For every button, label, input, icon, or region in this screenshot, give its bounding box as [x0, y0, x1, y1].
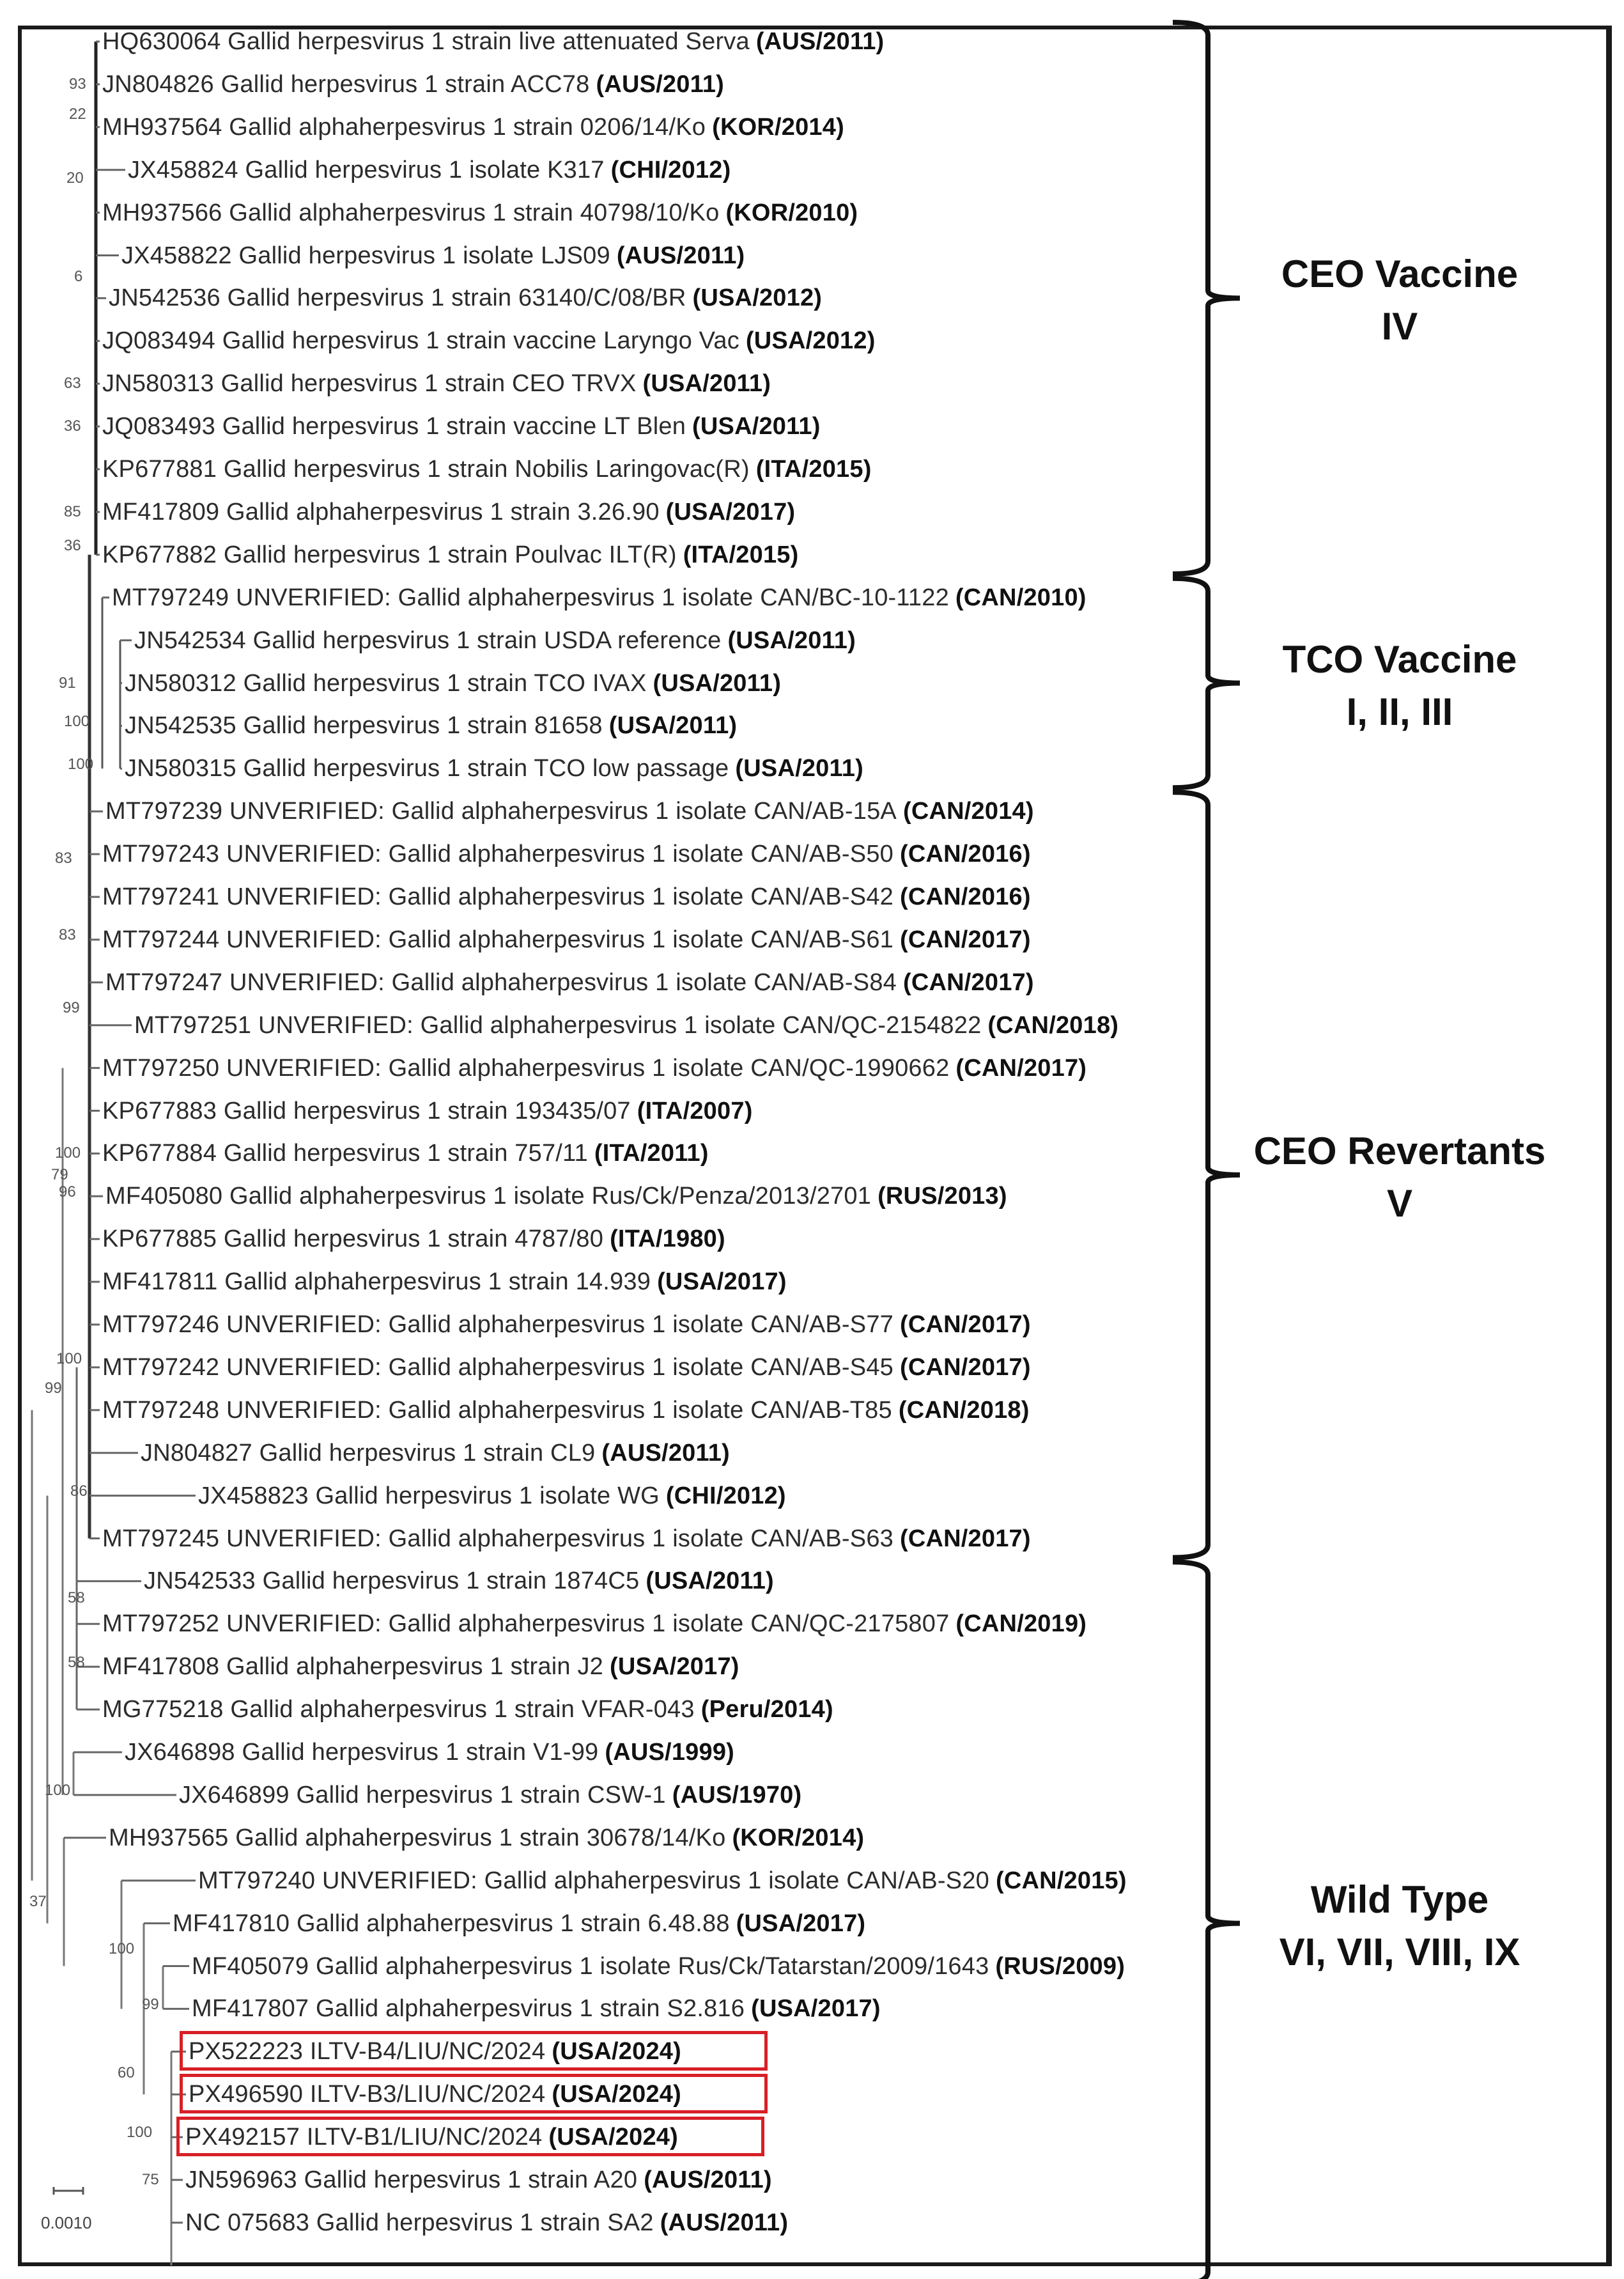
bootstrap-value: 100: [55, 1144, 81, 1162]
tip-accession-name: MF417807 Gallid alphaherpesvirus 1 strain S2.816: [192, 1995, 745, 2023]
clade-genotypes: V: [1386, 1181, 1413, 1225]
tip-origin: (AUS/1999): [605, 1739, 735, 1766]
tip-label: [192, 1995, 881, 2023]
tip-label: [109, 284, 822, 312]
tip-origin: (USA/2024): [552, 2081, 681, 2108]
tip-accession-name: MT797248 UNVERIFIED: Gallid alphaherpesvirus 1 isolate CAN/AB-T85: [102, 1396, 892, 1424]
tip-origin: (ITA/1980): [610, 1225, 725, 1253]
tip-origin: (USA/2017): [665, 498, 796, 525]
scale-bar: [52, 2186, 84, 2195]
tip-accession-name: MG775218 Gallid alphaherpesvirus 1 strain VFAR-043: [102, 1696, 695, 1723]
bootstrap-value: 58: [68, 1589, 85, 1607]
tip-origin: (CAN/2018): [987, 1011, 1119, 1039]
bootstrap-value: 100: [45, 1782, 71, 1800]
tip-label: [109, 1824, 864, 1852]
tip-accession-name: MT797251 UNVERIFIED: Gallid alphaherpesvirus 1 isolate CAN/QC-2154822: [134, 1011, 982, 1039]
tip-accession-name: JX646898 Gallid herpesvirus 1 strain V1-99: [125, 1739, 599, 1766]
tip-label: [141, 1439, 730, 1467]
tip-accession-name: JN580315 Gallid herpesvirus 1 strain TCO low passage: [125, 755, 729, 782]
bootstrap-value: 99: [45, 1380, 62, 1397]
tip-accession-name: MT797240 UNVERIFIED: Gallid alphaherpesvirus 1 isolate CAN/AB-S20: [198, 1867, 989, 1894]
tip-origin: (USA/2011): [646, 1567, 774, 1595]
tip-origin: (ITA/2007): [637, 1097, 753, 1124]
tip-accession-name: MT797243 UNVERIFIED: Gallid alphaherpesvirus 1 isolate CAN/AB-S50: [102, 841, 893, 868]
clade-name: CEO Revertants: [1253, 1129, 1546, 1172]
tip-origin: (USA/2011): [653, 669, 782, 697]
tip-accession-name: MT797247 UNVERIFIED: Gallid alphaherpesvirus 1 isolate CAN/AB-S84: [105, 968, 897, 996]
tip-origin: (CAN/2017): [899, 926, 1031, 953]
tip-accession-name: MF405080 Gallid alphaherpesvirus 1 isolate Rus/Ck/Penza/2013/2701: [105, 1183, 872, 1210]
tip-origin: (CAN/2018): [898, 1396, 1030, 1424]
tip-label: [102, 327, 876, 355]
clade-label: [1202, 1874, 1598, 1979]
bootstrap-value: 79: [51, 1165, 68, 1183]
tip-label: [102, 455, 872, 483]
tip-accession-name: NC 075683 Gallid herpesvirus 1 strain SA2: [185, 2209, 654, 2236]
tip-accession-name: JN542535 Gallid herpesvirus 1 strain 81658: [125, 712, 603, 740]
tip-accession-name: KP677884 Gallid herpesvirus 1 strain 757/11: [102, 1140, 588, 1167]
tip-label: [134, 626, 856, 655]
tip-accession-name: KP677882 Gallid herpesvirus 1 strain Poulvac ILT(R): [102, 541, 677, 568]
clade-name: Wild Type: [1310, 1878, 1489, 1921]
tip-label: [179, 1781, 801, 1809]
bootstrap-value: 83: [55, 849, 72, 867]
bootstrap-value: 83: [59, 926, 76, 944]
bootstrap-value: 36: [64, 417, 81, 435]
tip-origin: (USA/2024): [552, 2038, 681, 2065]
tip-accession-name: PX492157 ILTV-B1/LIU/NC/2024: [185, 2124, 543, 2151]
bootstrap-value: 85: [64, 502, 81, 520]
tip-label: [185, 2166, 772, 2194]
tip-label: [102, 412, 821, 440]
tip-accession-name: JX458823 Gallid herpesvirus 1 isolate WG: [198, 1482, 660, 1509]
tip-origin: (USA/2017): [736, 1910, 866, 1937]
tip-origin: (CAN/2016): [899, 883, 1031, 910]
tip-origin: (USA/2024): [548, 2124, 678, 2151]
tip-origin: (ITA/2011): [594, 1140, 709, 1167]
bootstrap-value: 100: [64, 712, 90, 730]
tip-label: [125, 1738, 734, 1766]
tip-accession-name: MT797249 UNVERIFIED: Gallid alphaherpesvirus 1 isolate CAN/BC-10-1122: [112, 584, 949, 611]
tip-origin: (ITA/2015): [755, 456, 872, 483]
tip-accession-name: JN580313 Gallid herpesvirus 1 strain CEO TRVX: [102, 370, 637, 398]
tip-label: [102, 1225, 725, 1253]
tip-label: [102, 113, 844, 141]
bootstrap-value: 37: [29, 1893, 47, 1911]
bootstrap-value: 36: [64, 537, 81, 555]
tip-origin: (USA/2017): [610, 1653, 739, 1681]
bootstrap-value: 96: [59, 1183, 76, 1201]
tip-origin: (RUS/2013): [878, 1183, 1007, 1210]
tip-origin: (AUS/2011): [644, 2166, 772, 2193]
bootstrap-value: 93: [69, 75, 86, 93]
tip-label: [102, 1268, 787, 1296]
tip-accession-name: KP677885 Gallid herpesvirus 1 strain 4787/80: [102, 1225, 604, 1253]
tip-label: [102, 1139, 709, 1167]
bootstrap-value: 100: [127, 2124, 153, 2142]
tip-label: [198, 1867, 1127, 1895]
tip-accession-name: PX522223 ILTV-B4/LIU/NC/2024: [189, 2038, 546, 2065]
tip-label: [105, 797, 1034, 825]
tip-origin: (CAN/2017): [899, 1525, 1031, 1552]
clade-label: [1202, 248, 1598, 353]
tip-origin: (AUS/2011): [616, 242, 745, 269]
tip-accession-name: MF417809 Gallid alphaherpesvirus 1 strain 3.26.90: [102, 498, 660, 525]
clade-name: CEO Vaccine: [1281, 253, 1519, 296]
tip-origin: (CAN/2016): [899, 841, 1031, 868]
tip-origin: (CAN/2014): [902, 798, 1034, 825]
clade-genotypes: I, II, III: [1346, 690, 1453, 733]
tip-origin: (USA/2011): [608, 712, 738, 740]
bootstrap-value: 99: [142, 1995, 159, 2013]
tip-label: [102, 27, 884, 56]
tip-label: [102, 1054, 1087, 1082]
tip-accession-name: JQ083494 Gallid herpesvirus 1 strain vaccine Laryngo Vac: [102, 327, 739, 355]
tip-accession-name: JN804826 Gallid herpesvirus 1 strain ACC78: [102, 70, 590, 98]
tip-accession-name: JN580312 Gallid herpesvirus 1 strain TCO IVAX: [125, 669, 647, 697]
tip-accession-name: JN542533 Gallid herpesvirus 1 strain 1874C5: [144, 1567, 640, 1595]
tip-origin: (AUS/2011): [596, 70, 725, 98]
tip-label: [102, 926, 1031, 954]
tip-accession-name: MF417808 Gallid alphaherpesvirus 1 strain J2: [102, 1653, 603, 1681]
tip-origin: (AUS/2011): [601, 1439, 730, 1466]
tip-label: [102, 1610, 1087, 1638]
tip-label: [102, 1653, 739, 1681]
tip-label: [125, 712, 737, 740]
tip-label: [102, 199, 858, 227]
bootstrap-value: 99: [63, 999, 80, 1016]
tip-label: [102, 883, 1031, 911]
tip-origin: (USA/2011): [727, 626, 856, 654]
tip-accession-name: JN804827 Gallid herpesvirus 1 strain CL9: [141, 1439, 596, 1466]
tip-accession-name: MT797242 UNVERIFIED: Gallid alphaherpesvirus 1 isolate CAN/AB-S45: [102, 1353, 893, 1381]
tip-accession-name: MF417811 Gallid alphaherpesvirus 1 strain 14.939: [102, 1268, 651, 1296]
tip-label: [102, 541, 799, 569]
bootstrap-value: 63: [64, 375, 81, 393]
bootstrap-value: 20: [66, 169, 84, 187]
bootstrap-value: 100: [68, 755, 94, 773]
tip-origin: (AUS/2011): [755, 28, 885, 55]
scale-bar-label: 0.0010: [41, 2213, 92, 2232]
tip-origin: (USA/2012): [692, 284, 823, 312]
bootstrap-value: 86: [70, 1482, 88, 1500]
bootstrap-value: 100: [109, 1940, 135, 1957]
tip-accession-name: JN542536 Gallid herpesvirus 1 strain 63140/C/08/BR: [109, 284, 686, 312]
tip-accession-name: JX458822 Gallid herpesvirus 1 isolate LJS09: [121, 242, 610, 269]
tip-label: [125, 669, 781, 697]
tip-origin: (USA/2017): [657, 1268, 787, 1296]
tip-origin: (USA/2012): [745, 327, 876, 355]
highlight-box: [176, 2117, 764, 2156]
bootstrap-value: 91: [59, 674, 76, 692]
tip-label: [102, 1525, 1031, 1553]
tip-accession-name: JN542534 Gallid herpesvirus 1 strain USDA reference: [134, 626, 722, 654]
tip-label: [102, 1311, 1031, 1339]
highlight-box: [180, 2074, 768, 2113]
tip-label: [185, 2209, 788, 2237]
tip-accession-name: JX458824 Gallid herpesvirus 1 isolate K317: [128, 156, 605, 183]
bootstrap-value: 6: [74, 267, 83, 285]
tip-label: [102, 70, 724, 98]
tip-accession-name: JX646899 Gallid herpesvirus 1 strain CSW-1: [179, 1781, 666, 1808]
tip-origin: (KOR/2010): [725, 199, 858, 226]
tip-label: [105, 968, 1034, 997]
clade-genotypes: VI, VII, VIII, IX: [1279, 1930, 1520, 1973]
tip-accession-name: MH937566 Gallid alphaherpesvirus 1 strain 40798/10/Ko: [102, 199, 720, 226]
tip-origin: (ITA/2015): [683, 541, 799, 568]
tip-label: [102, 1396, 1030, 1424]
tip-accession-name: MT797250 UNVERIFIED: Gallid alphaherpesvirus 1 isolate CAN/QC-1990662: [102, 1054, 950, 1082]
tip-label: [144, 1567, 774, 1595]
tip-origin: (AUS/2011): [660, 2209, 789, 2236]
tip-accession-name: KP677883 Gallid herpesvirus 1 strain 193435/07: [102, 1097, 631, 1124]
tip-label: [125, 754, 863, 782]
bootstrap-value: 58: [68, 1653, 85, 1671]
tip-label: [112, 584, 1087, 612]
tip-origin: (CAN/2017): [899, 1353, 1031, 1381]
tip-accession-name: PX496590 ILTV-B3/LIU/NC/2024: [189, 2081, 546, 2108]
tip-label: [102, 1097, 753, 1125]
tip-accession-name: KP677881 Gallid herpesvirus 1 strain Nobilis Laringovac(R): [102, 456, 750, 483]
tip-origin: (CAN/2017): [902, 968, 1034, 996]
tip-accession-name: HQ630064 Gallid herpesvirus 1 strain live attenuated Serva: [102, 28, 750, 55]
tip-label: [198, 1482, 786, 1510]
tip-label: [102, 1353, 1031, 1381]
tip-label: [102, 1695, 833, 1723]
tip-origin: (AUS/1970): [672, 1781, 802, 1808]
tip-accession-name: MT797244 UNVERIFIED: Gallid alphaherpesvirus 1 isolate CAN/AB-S61: [102, 926, 893, 953]
tip-origin: (CAN/2017): [955, 1054, 1087, 1082]
tip-origin: (USA/2017): [751, 1995, 881, 2023]
tip-origin: (USA/2011): [692, 413, 821, 440]
tip-accession-name: JQ083493 Gallid herpesvirus 1 strain vaccine LT Blen: [102, 413, 686, 440]
tip-accession-name: MH937564 Gallid alphaherpesvirus 1 strain 0206/14/Ko: [102, 113, 706, 141]
bootstrap-value: 60: [118, 2064, 135, 2081]
clade-name: TCO Vaccine: [1282, 637, 1517, 681]
bootstrap-value: 22: [69, 105, 86, 123]
tip-origin: (CHI/2012): [665, 1482, 786, 1509]
tip-label: [102, 498, 795, 526]
tip-label: [192, 1952, 1125, 1980]
tip-origin: (Peru/2014): [700, 1696, 833, 1723]
tip-origin: (CAN/2017): [899, 1311, 1031, 1338]
clade-label: [1202, 634, 1598, 738]
tip-accession-name: MT797239 UNVERIFIED: Gallid alphaherpesvirus 1 isolate CAN/AB-15A: [105, 798, 897, 825]
highlight-box: [180, 2031, 768, 2071]
tip-origin: (KOR/2014): [732, 1824, 865, 1851]
tip-origin: (CAN/2015): [995, 1867, 1127, 1894]
tip-accession-name: MT797246 UNVERIFIED: Gallid alphaherpesvirus 1 isolate CAN/AB-S77: [102, 1311, 893, 1338]
tip-origin: (KOR/2014): [712, 113, 844, 141]
bootstrap-value: 75: [142, 2171, 159, 2188]
tip-accession-name: MF417810 Gallid alphaherpesvirus 1 strain 6.48.88: [173, 1910, 730, 1937]
clade-genotypes: IV: [1381, 305, 1418, 348]
tip-accession-name: MH937565 Gallid alphaherpesvirus 1 strain 30678/14/Ko: [109, 1824, 726, 1851]
tip-origin: (RUS/2009): [995, 1952, 1125, 1980]
tip-accession-name: MT797252 UNVERIFIED: Gallid alphaherpesvirus 1 isolate CAN/QC-2175807: [102, 1610, 950, 1638]
tip-accession-name: MT797245 UNVERIFIED: Gallid alphaherpesvirus 1 isolate CAN/AB-S63: [102, 1525, 893, 1552]
bootstrap-value: 100: [56, 1350, 82, 1367]
tip-label: [102, 840, 1031, 868]
tip-label: [102, 369, 771, 398]
tip-accession-name: JN596963 Gallid herpesvirus 1 strain A20: [185, 2166, 638, 2193]
tip-origin: (USA/2011): [642, 370, 771, 398]
clade-label: [1202, 1125, 1598, 1230]
tip-label: [121, 242, 745, 270]
tip-origin: (CAN/2019): [955, 1610, 1087, 1638]
tip-accession-name: MF405079 Gallid alphaherpesvirus 1 isolate Rus/Ck/Tatarstan/2009/1643: [192, 1952, 989, 1980]
tip-origin: (USA/2011): [735, 755, 863, 782]
tip-label: [173, 1910, 865, 1938]
scale-bar-icon: [52, 2186, 84, 2195]
tip-origin: (CHI/2012): [610, 156, 731, 183]
tip-label: [105, 1182, 1007, 1210]
tip-label: [128, 156, 731, 184]
tip-accession-name: MT797241 UNVERIFIED: Gallid alphaherpesvirus 1 isolate CAN/AB-S42: [102, 883, 893, 910]
tip-label: [134, 1011, 1118, 1039]
tip-origin: (CAN/2010): [955, 584, 1087, 611]
